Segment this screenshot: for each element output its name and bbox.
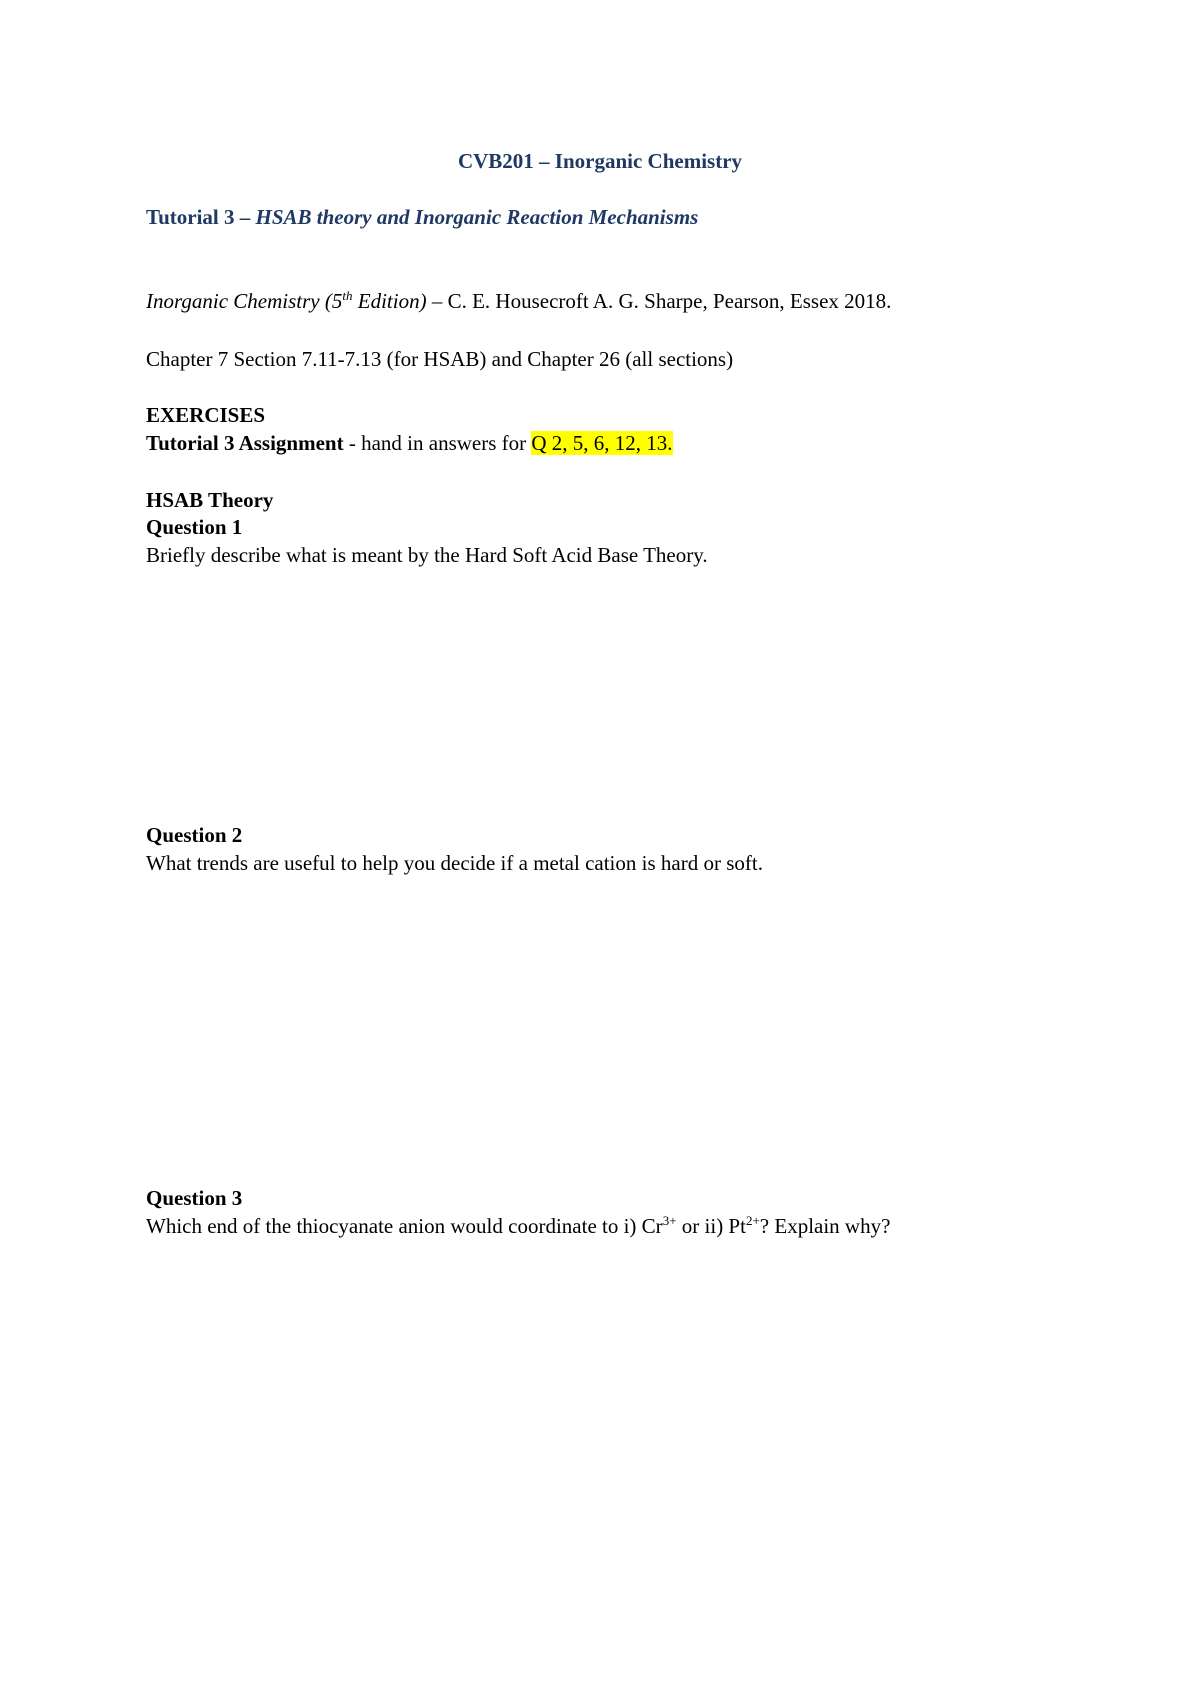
question-1-label: Question 1	[146, 515, 243, 539]
subtitle-topic: HSAB theory and Inorganic Reaction Mechanisms	[255, 205, 699, 229]
question-1-text: Briefly describe what is meant by the Hard Soft Acid Base Theory.	[146, 543, 708, 567]
section-heading: HSAB Theory	[146, 488, 274, 512]
document-title: CVB201 – Inorganic Chemistry	[457, 149, 743, 173]
question-3-text-b: or ii) Pt	[676, 1214, 746, 1238]
assignment-highlight: Q 2, 5, 6, 12, 13.	[531, 431, 673, 455]
reference-book: Inorganic Chemistry (5	[146, 289, 343, 313]
reference-rest: – C. E. Housecroft A. G. Sharpe, Pearson, Essex 2018.	[426, 289, 892, 313]
question-2-text: What trends are useful to help you decide if a metal cation is hard or soft.	[146, 851, 763, 875]
question-2-label: Question 2	[146, 823, 243, 847]
tutorial-subtitle	[146, 204, 698, 230]
exercises-heading: EXERCISES	[146, 403, 266, 427]
reference-edition-sup: th	[342, 288, 353, 303]
assignment-label: Tutorial 3 Assignment	[146, 431, 344, 455]
assignment-line	[146, 430, 673, 456]
question-3-text-a: Which end of the thiocyanate anion would coordinate to i) Cr	[146, 1214, 663, 1238]
question-3-sup-a: 3+	[662, 1213, 677, 1228]
question-3-text-c: ? Explain why?	[759, 1214, 891, 1238]
subtitle-prefix: Tutorial 3 –	[146, 205, 256, 229]
question-3-text	[146, 1213, 890, 1239]
question-3-label: Question 3	[146, 1186, 243, 1210]
assignment-text: - hand in answers for	[343, 431, 532, 455]
reference-book-end: Edition)	[352, 289, 427, 313]
chapter-reference: Chapter 7 Section 7.11-7.13 (for HSAB) and Chapter 26 (all sections)	[146, 347, 734, 371]
question-3-sup-b: 2+	[745, 1213, 760, 1228]
textbook-reference	[146, 288, 891, 314]
